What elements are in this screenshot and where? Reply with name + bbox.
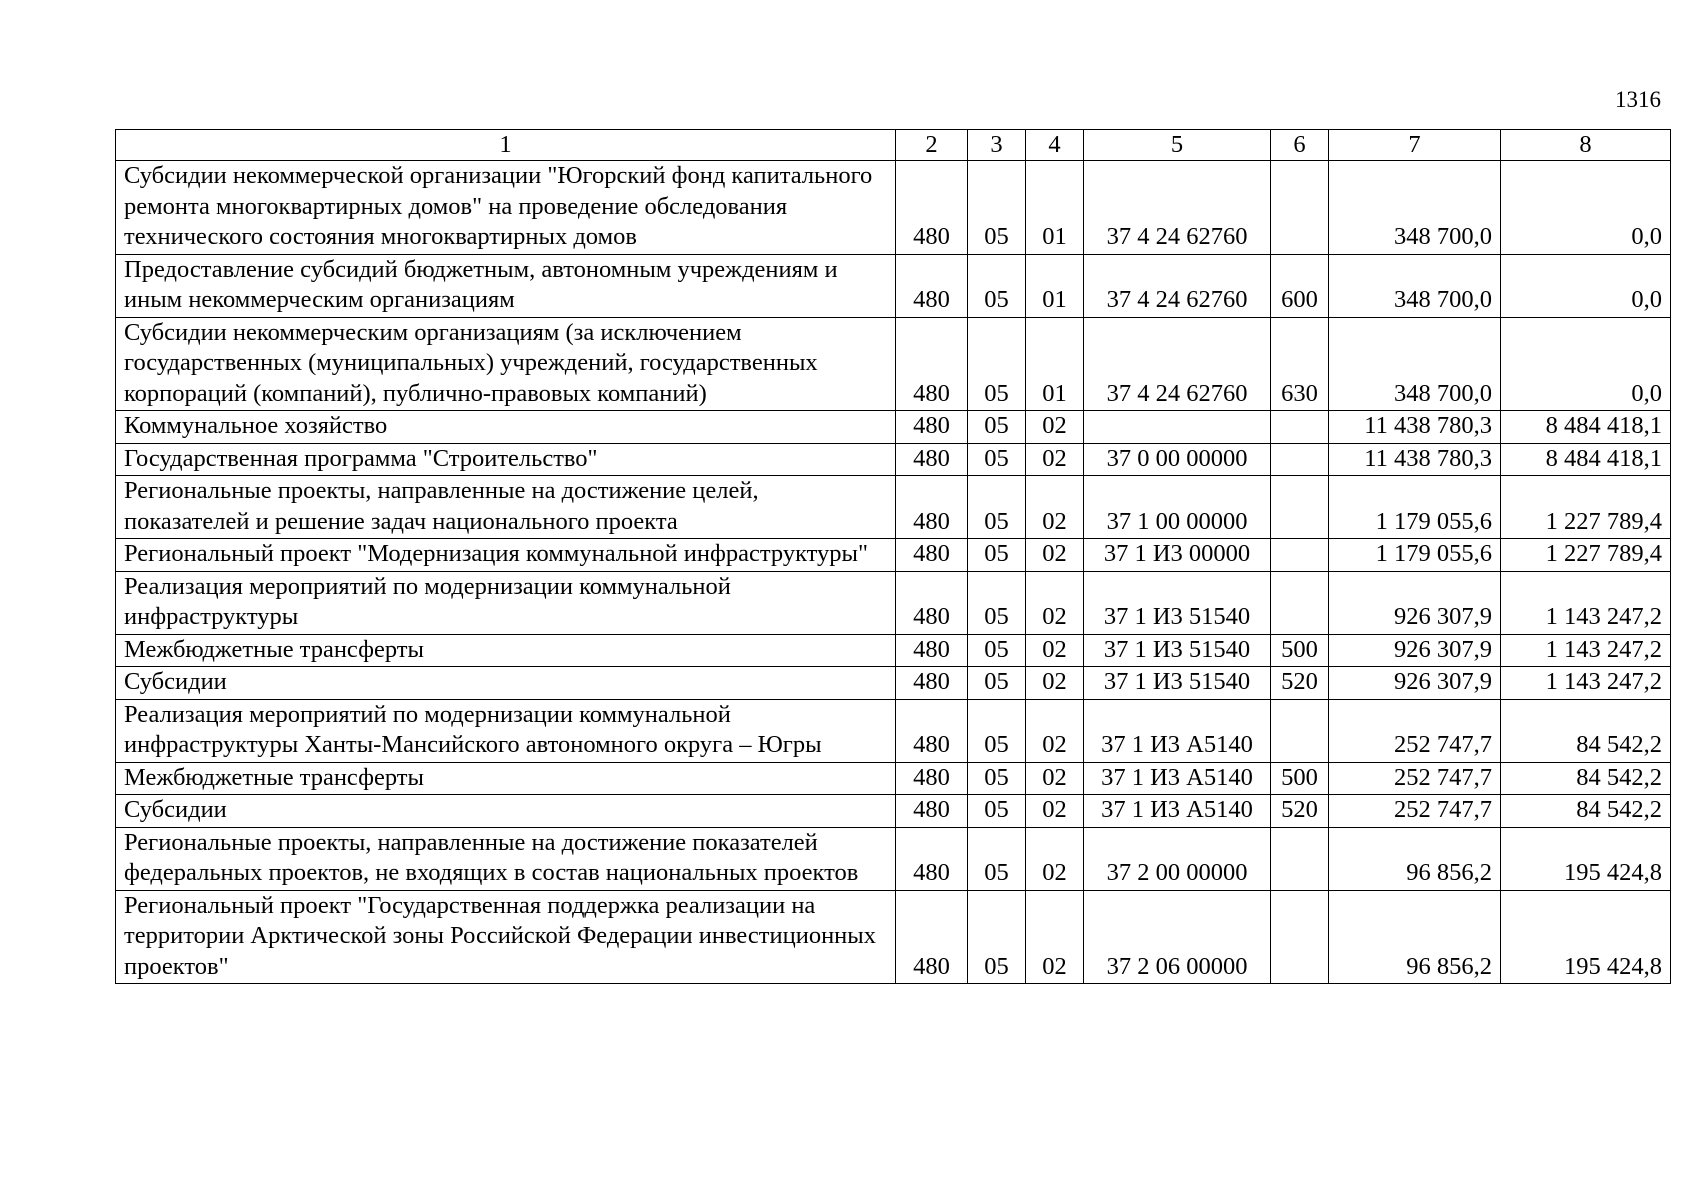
column-header: 6 — [1271, 130, 1329, 161]
table-row — [116, 317, 1671, 411]
row-name-cell: Региональный проект "Государственная поддержка реализации на территории Арктической зоны Российской Федерации инвестиционных проектов" — [116, 890, 896, 984]
expense-type-cell — [1271, 571, 1329, 634]
target-article-cell: 37 1 И3 51540 — [1084, 571, 1271, 634]
target-article-cell: 37 1 И3 51540 — [1084, 634, 1271, 667]
section-code-cell: 05 — [968, 634, 1026, 667]
amount-col7-cell: 252 747,7 — [1329, 795, 1501, 828]
amount-col8-cell: 0,0 — [1501, 161, 1671, 255]
expense-type-cell — [1271, 539, 1329, 572]
admin-code-cell: 480 — [896, 795, 968, 828]
column-header: 7 — [1329, 130, 1501, 161]
expense-type-cell: 630 — [1271, 317, 1329, 411]
amount-col7-cell: 926 307,9 — [1329, 571, 1501, 634]
target-article-cell: 37 2 06 00000 — [1084, 890, 1271, 984]
section-code-cell: 05 — [968, 571, 1026, 634]
row-name-cell: Региональный проект "Модернизация коммунальной инфраструктуры" — [116, 539, 896, 572]
target-article-cell: 37 1 И3 А5140 — [1084, 699, 1271, 762]
expense-type-cell — [1271, 411, 1329, 444]
amount-col8-cell: 1 227 789,4 — [1501, 539, 1671, 572]
amount-col8-cell: 84 542,2 — [1501, 795, 1671, 828]
target-article-cell: 37 4 24 62760 — [1084, 254, 1271, 317]
table-row — [116, 827, 1671, 890]
section-code-cell: 05 — [968, 539, 1026, 572]
subsection-code-cell: 02 — [1026, 667, 1084, 700]
table-row — [116, 161, 1671, 255]
target-article-cell: 37 1 И3 А5140 — [1084, 795, 1271, 828]
section-code-cell: 05 — [968, 667, 1026, 700]
amount-col8-cell: 195 424,8 — [1501, 890, 1671, 984]
row-name-cell: Реализация мероприятий по модернизации коммунальной инфраструктуры Ханты-Мансийского автономного округа – Югры — [116, 699, 896, 762]
amount-col8-cell: 0,0 — [1501, 254, 1671, 317]
table-row — [116, 254, 1671, 317]
amount-col7-cell: 252 747,7 — [1329, 762, 1501, 795]
table-row — [116, 890, 1671, 984]
admin-code-cell: 480 — [896, 161, 968, 255]
table-row — [116, 634, 1671, 667]
amount-col8-cell: 8 484 418,1 — [1501, 443, 1671, 476]
column-header: 2 — [896, 130, 968, 161]
subsection-code-cell: 02 — [1026, 762, 1084, 795]
target-article-cell: 37 1 И3 51540 — [1084, 667, 1271, 700]
table-row — [116, 571, 1671, 634]
expense-type-cell — [1271, 827, 1329, 890]
admin-code-cell: 480 — [896, 634, 968, 667]
admin-code-cell: 480 — [896, 762, 968, 795]
section-code-cell: 05 — [968, 476, 1026, 539]
amount-col7-cell: 1 179 055,6 — [1329, 476, 1501, 539]
row-name-cell: Субсидии некоммерческим организациям (за исключением государственных (муниципальных) учреждений, государственных корпораций (компаний), публично-правовых компаний) — [116, 317, 896, 411]
row-name-cell: Государственная программа "Строительство" — [116, 443, 896, 476]
admin-code-cell: 480 — [896, 667, 968, 700]
subsection-code-cell: 02 — [1026, 476, 1084, 539]
subsection-code-cell: 02 — [1026, 890, 1084, 984]
amount-col8-cell: 1 143 247,2 — [1501, 634, 1671, 667]
target-article-cell: 37 4 24 62760 — [1084, 161, 1271, 255]
section-code-cell: 05 — [968, 890, 1026, 984]
amount-col7-cell: 11 438 780,3 — [1329, 411, 1501, 444]
target-article-cell: 37 2 00 00000 — [1084, 827, 1271, 890]
row-name-cell: Реализация мероприятий по модернизации коммунальной инфраструктуры — [116, 571, 896, 634]
subsection-code-cell: 02 — [1026, 634, 1084, 667]
table-header-row — [116, 130, 1671, 161]
amount-col7-cell: 348 700,0 — [1329, 254, 1501, 317]
amount-col7-cell: 926 307,9 — [1329, 667, 1501, 700]
admin-code-cell: 480 — [896, 254, 968, 317]
expense-type-cell: 500 — [1271, 634, 1329, 667]
section-code-cell: 05 — [968, 443, 1026, 476]
section-code-cell: 05 — [968, 827, 1026, 890]
expense-type-cell: 520 — [1271, 667, 1329, 700]
expense-type-cell — [1271, 476, 1329, 539]
expense-type-cell — [1271, 890, 1329, 984]
expense-type-cell: 600 — [1271, 254, 1329, 317]
column-header: 3 — [968, 130, 1026, 161]
column-header: 4 — [1026, 130, 1084, 161]
amount-col7-cell: 348 700,0 — [1329, 317, 1501, 411]
section-code-cell: 05 — [968, 795, 1026, 828]
admin-code-cell: 480 — [896, 699, 968, 762]
amount-col8-cell: 1 143 247,2 — [1501, 571, 1671, 634]
table-row — [116, 762, 1671, 795]
admin-code-cell: 480 — [896, 539, 968, 572]
subsection-code-cell: 02 — [1026, 571, 1084, 634]
row-name-cell: Региональные проекты, направленные на достижение показателей федеральных проектов, не входящих в состав национальных проектов — [116, 827, 896, 890]
section-code-cell: 05 — [968, 317, 1026, 411]
page-number: 1316 — [1615, 87, 1661, 112]
amount-col7-cell: 1 179 055,6 — [1329, 539, 1501, 572]
section-code-cell: 05 — [968, 254, 1026, 317]
column-header: 8 — [1501, 130, 1671, 161]
expense-type-cell: 520 — [1271, 795, 1329, 828]
admin-code-cell: 480 — [896, 411, 968, 444]
expense-type-cell: 500 — [1271, 762, 1329, 795]
amount-col8-cell: 84 542,2 — [1501, 762, 1671, 795]
admin-code-cell: 480 — [896, 317, 968, 411]
target-article-cell: 37 1 00 00000 — [1084, 476, 1271, 539]
target-article-cell: 37 1 И3 А5140 — [1084, 762, 1271, 795]
budget-table — [115, 129, 1671, 984]
amount-col7-cell: 96 856,2 — [1329, 890, 1501, 984]
target-article-cell: 37 1 И3 00000 — [1084, 539, 1271, 572]
subsection-code-cell: 01 — [1026, 317, 1084, 411]
row-name-cell: Межбюджетные трансферты — [116, 762, 896, 795]
amount-col8-cell: 0,0 — [1501, 317, 1671, 411]
admin-code-cell: 480 — [896, 890, 968, 984]
admin-code-cell: 480 — [896, 476, 968, 539]
expense-type-cell — [1271, 699, 1329, 762]
amount-col7-cell: 252 747,7 — [1329, 699, 1501, 762]
subsection-code-cell: 01 — [1026, 161, 1084, 255]
amount-col8-cell: 195 424,8 — [1501, 827, 1671, 890]
amount-col8-cell: 84 542,2 — [1501, 699, 1671, 762]
row-name-cell: Коммунальное хозяйство — [116, 411, 896, 444]
subsection-code-cell: 02 — [1026, 827, 1084, 890]
section-code-cell: 05 — [968, 699, 1026, 762]
subsection-code-cell: 02 — [1026, 795, 1084, 828]
expense-type-cell — [1271, 443, 1329, 476]
row-name-cell: Межбюджетные трансферты — [116, 634, 896, 667]
section-code-cell: 05 — [968, 161, 1026, 255]
column-header: 1 — [116, 130, 896, 161]
row-name-cell: Субсидии — [116, 795, 896, 828]
table-row — [116, 795, 1671, 828]
table-row — [116, 539, 1671, 572]
row-name-cell: Предоставление субсидий бюджетным, автономным учреждениям и иным некоммерческим организациям — [116, 254, 896, 317]
row-name-cell: Региональные проекты, направленные на достижение целей, показателей и решение задач национального проекта — [116, 476, 896, 539]
subsection-code-cell: 02 — [1026, 411, 1084, 444]
amount-col8-cell: 1 143 247,2 — [1501, 667, 1671, 700]
table-row — [116, 443, 1671, 476]
table-row — [116, 411, 1671, 444]
target-article-cell — [1084, 411, 1271, 444]
expense-type-cell — [1271, 161, 1329, 255]
subsection-code-cell: 02 — [1026, 539, 1084, 572]
section-code-cell: 05 — [968, 411, 1026, 444]
amount-col8-cell: 8 484 418,1 — [1501, 411, 1671, 444]
column-header: 5 — [1084, 130, 1271, 161]
amount-col7-cell: 96 856,2 — [1329, 827, 1501, 890]
admin-code-cell: 480 — [896, 827, 968, 890]
admin-code-cell: 480 — [896, 571, 968, 634]
section-code-cell: 05 — [968, 762, 1026, 795]
amount-col7-cell: 926 307,9 — [1329, 634, 1501, 667]
amount-col7-cell: 11 438 780,3 — [1329, 443, 1501, 476]
table-row — [116, 667, 1671, 700]
target-article-cell: 37 4 24 62760 — [1084, 317, 1271, 411]
amount-col8-cell: 1 227 789,4 — [1501, 476, 1671, 539]
amount-col7-cell: 348 700,0 — [1329, 161, 1501, 255]
subsection-code-cell: 01 — [1026, 254, 1084, 317]
table-row — [116, 699, 1671, 762]
subsection-code-cell: 02 — [1026, 699, 1084, 762]
target-article-cell: 37 0 00 00000 — [1084, 443, 1271, 476]
row-name-cell: Субсидии некоммерческой организации "Югорский фонд капитального ремонта многоквартирных домов" на проведение обследования технического состояния многоквартирных домов — [116, 161, 896, 255]
admin-code-cell: 480 — [896, 443, 968, 476]
table-row — [116, 476, 1671, 539]
subsection-code-cell: 02 — [1026, 443, 1084, 476]
row-name-cell: Субсидии — [116, 667, 896, 700]
